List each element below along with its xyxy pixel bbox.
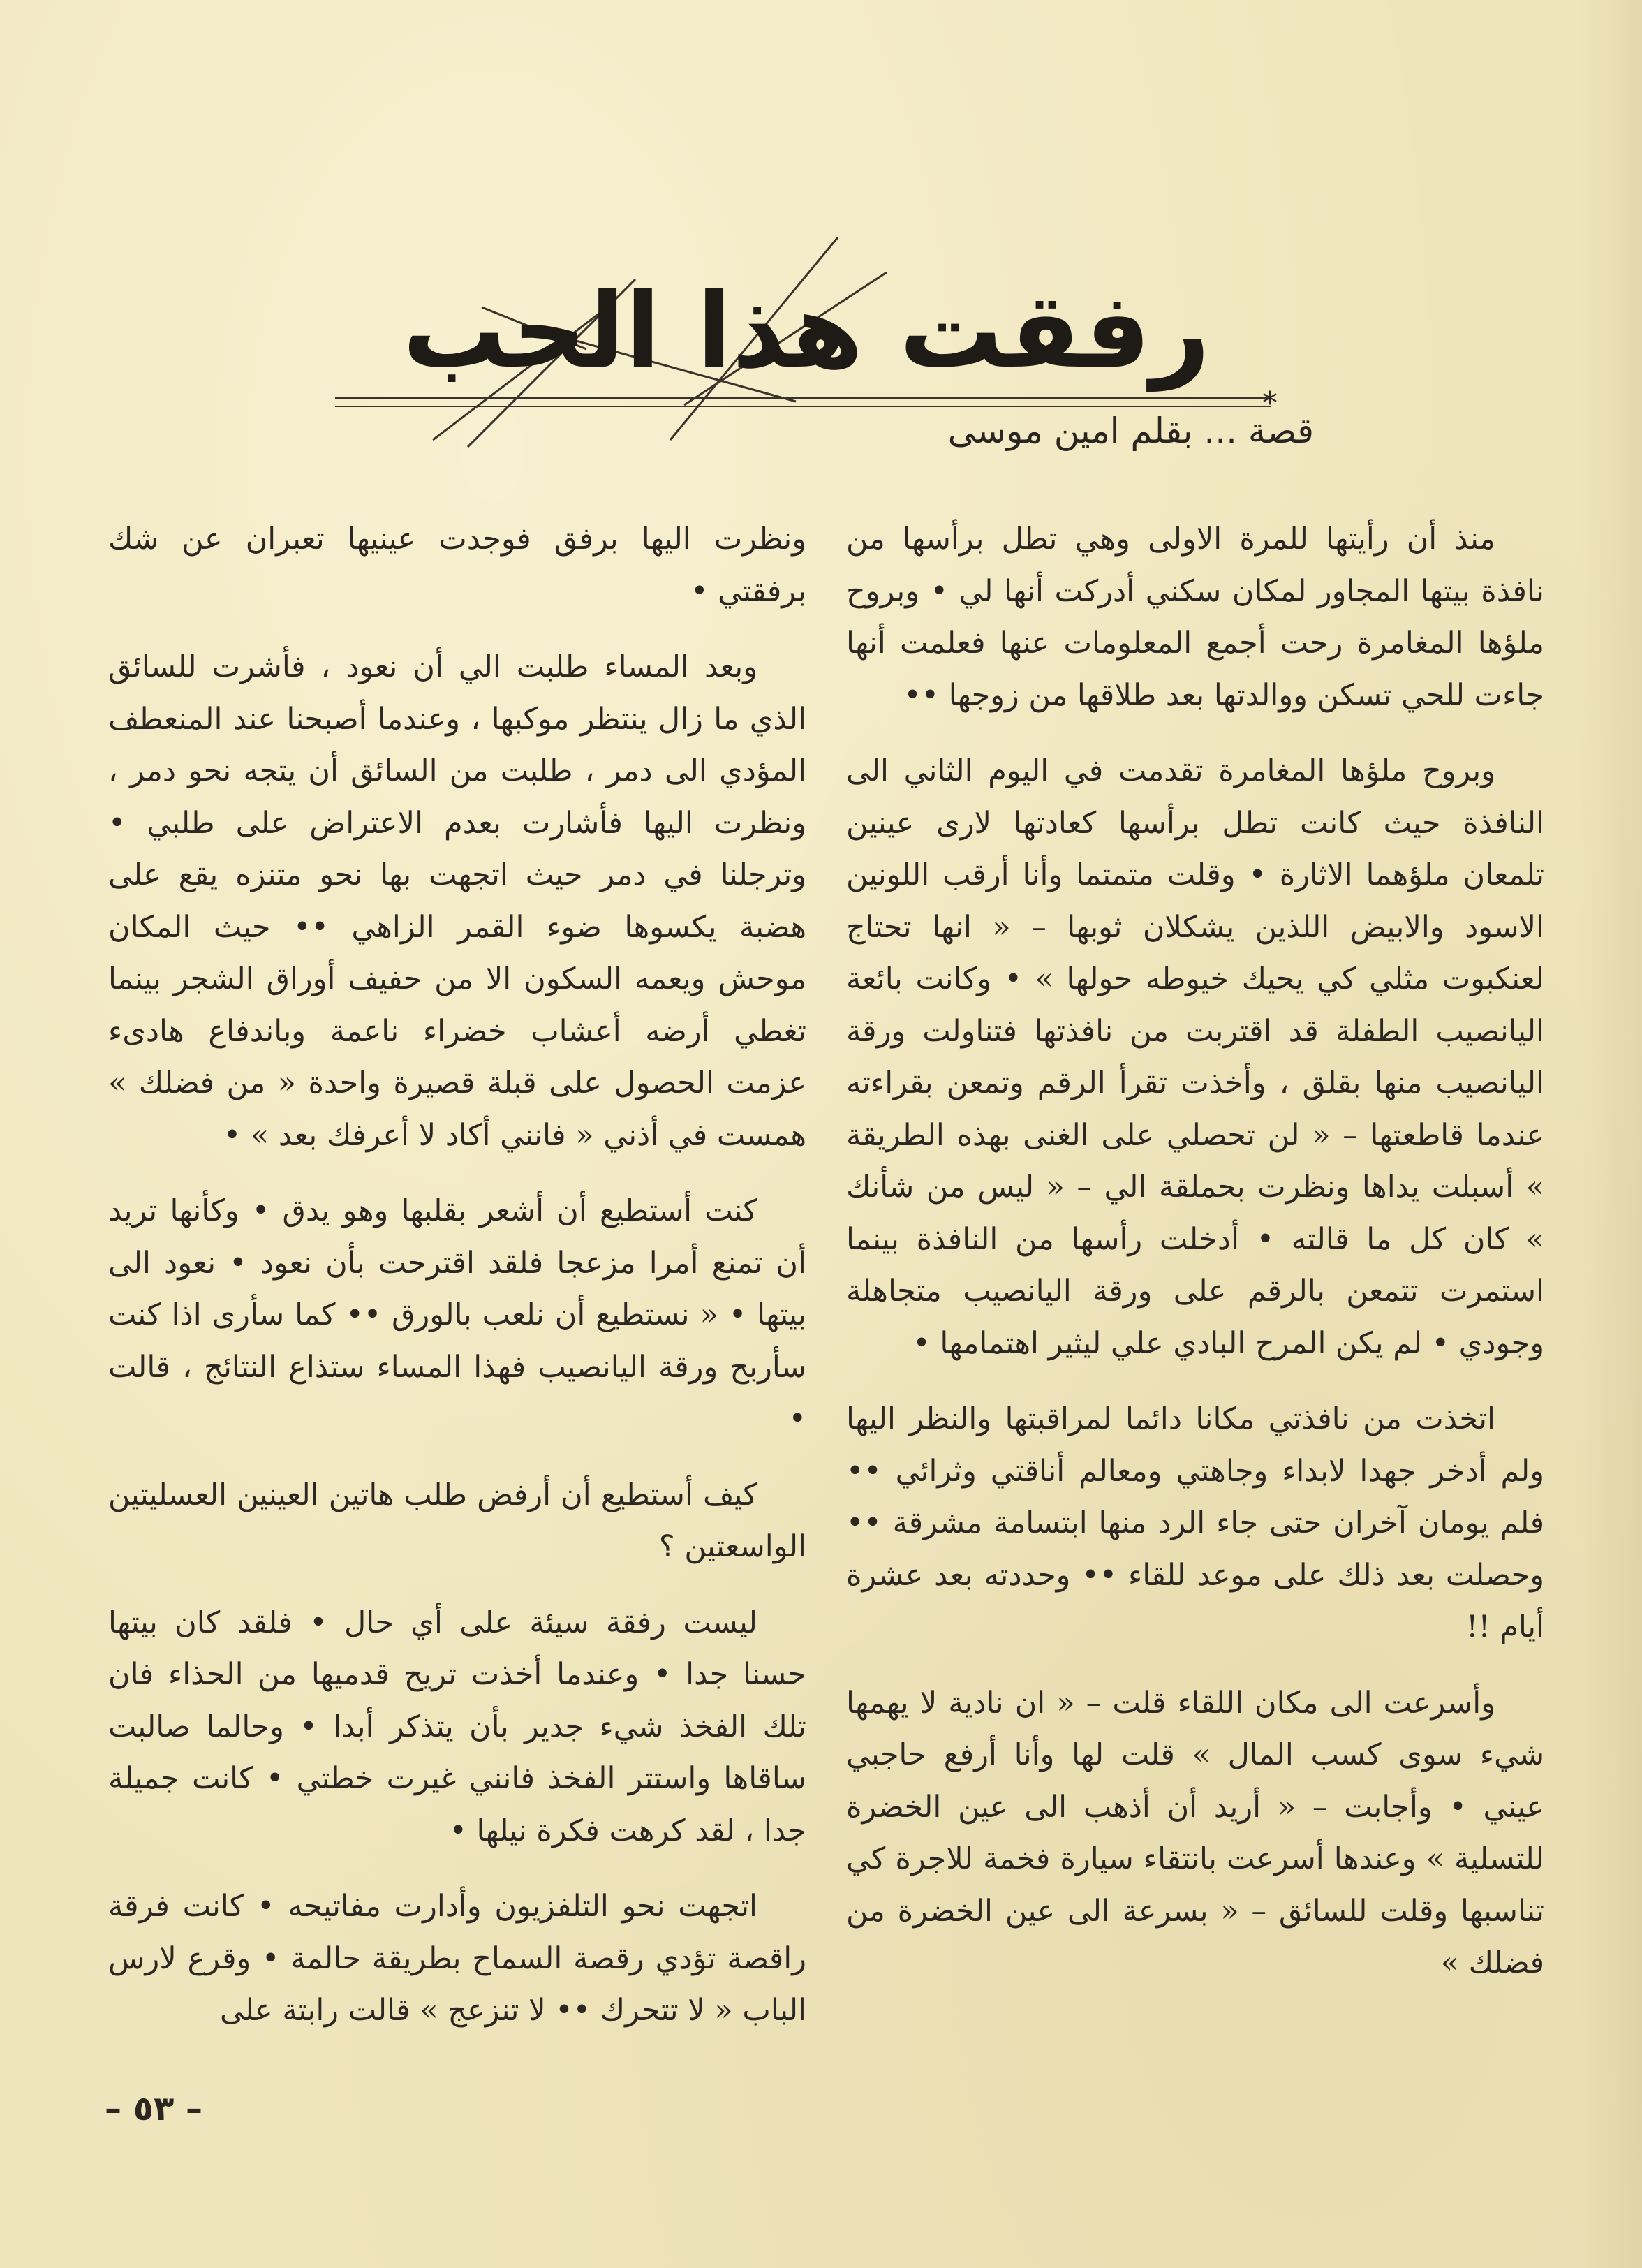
text-column-right (846, 513, 1544, 2013)
paragraph: وبروح ملؤها المغامرة تقدمت في اليوم الثاني الى النافذة حيث كانت تطل برأسها كعادتها لارى عينين تلمعان ملؤهما الاثارة • وقلت متمتما وأنا أرقب اللونين الاسود والابيض اللذين يشكلان ثوبها – « انها تحتاج لعنكبوت مثلي كي يحيك خيوطه حولها » • وكانت بائعة اليانصيب الطفلة قد اقتربت من نافذتها فتناولت ورقة اليانصيب منها بقلق ، وأخذت تقرأ الرقم وتمعن بقراءته عندما قاطعتها – « لن تحصلي على الغنى بهذه الطريقة » أسبلت يداها ونظرت بحملقة الي – « ليس من شأنك » كان كل ما قالته • أدخلت رأسها من النافذة بينما استمرت تتمعن بالرقم على ورقة اليانصيب متجاهلة وجودي • لم يكن المرح البادي علي ليثير اهتمامها • (846, 753, 1544, 1361)
page-edge-shadow (1579, 0, 1642, 2268)
paragraph: منذ أن رأيتها للمرة الاولى وهي تطل برأسها من نافذة بيتها المجاور لمكان سكني أدركت أنها لي • وبروح ملؤها المغامرة رحت أجمع المعلومات عنها فعلمت أنها جاءت للحي تسكن ووالدتها بعد طلاقها من زوجها •• (846, 522, 1544, 713)
paragraph: اتخذت من نافذتي مكانا دائما لمراقبتها والنظر اليها ولم أدخر جهدا لابداء وجاهتي ومعالم أناقتي وثرائي •• فلم يومان آخران حتى جاء الرد منها ابتسامة مشرقة •• وحصلت بعد ذلك على موعد للقاء •• وحددته بعد عشرة أيام !! (846, 1401, 1544, 1644)
title-star-mark: * (1262, 385, 1278, 421)
paragraph: ليست رفقة سيئة على أي حال • فلقد كان بيتها حسنا جدا • وعندما أخذت تريح قدميها من الحذاء فان تلك الفخذ شيء جدير بأن يتذكر أبدا • وحالما صالبت ساقاها واستتر الفخذ فانني غيرت خطتي • كانت جميلة جدا ، لقد كرهت فكرة نيلها • (108, 1605, 806, 1848)
paragraph: ونظرت اليها برفق فوجدت عينيها تعبران عن شك برفقتي • (108, 522, 806, 609)
paragraph: وبعد المساء طلبت الي أن نعود ، فأشرت للسائق الذي ما زال ينتظر موكبها ، وعندما أصبحنا عند المنعطف المؤدي الى دمر ، طلبت من السائق أن يتجه نحو دمر ، ونظرت اليها فأشارت بعدم الاعتراض على طلبي • وترجلنا في دمر حيث اتجهت بها نحو متنزه يقع على هضبة يكسوها ضوء القمر الزاهي •• حيث المكان موحش ويعمه السكون الا من حفيف أوراق الشجر بينما تغطي أرضه أعشاب خضراء ناعمة وباندفاع هادىء عزمت الحصول على قبلة قصيرة واحدة « من فضلك » همست في أذني « فانني أكاد لا أعرفك بعد » • (108, 649, 806, 1153)
paragraph: وأسرعت الى مكان اللقاء قلت – « ان نادية لا يهمها شيء سوى كسب المال » قلت لها وأنا أرفع حاجبي عيني • وأجابت – « أريد أن أذهب الى عين الخضرة للتسلية » وعندها أسرعت بانتقاء سيارة فخمة للاجرة كي تناسبها وقلت للسائق – « بسرعة الى عين الخضرة من فضلك » (846, 1685, 1544, 1980)
paragraph: اتجهت نحو التلفزيون وأدارت مفاتيحه • كانت فرقة راقصة تؤدي رقصة السماح بطريقة حالمة • وقرع لارس الباب « لا تتحرك •• لا تنزعج » قالت رابتة على (108, 1889, 806, 2028)
story-byline: قصة ... بقلم امين موسى (947, 411, 1314, 451)
paragraph: كيف أستطيع أن أرفض طلب هاتين العينين العسليتين الواسعتين ؟ (108, 1477, 806, 1564)
story-title: رفقت هذا الحب (402, 271, 1211, 391)
paragraph: كنت أستطيع أن أشعر بقلبها وهو يدق • وكأنها تريد أن تمنع أمرا مزعجا فلقد اقترحت بأن نعود • نعود الى بيتها • « نستطيع أن نلعب بالورق •• كما سأرى اذا كنت سأربح ورقة اليانصيب فهذا المساء ستذاع النتائج ، قالت • (108, 1193, 806, 1436)
text-column-left (108, 513, 806, 2061)
page-number: – ٥٣ – (105, 2089, 203, 2128)
